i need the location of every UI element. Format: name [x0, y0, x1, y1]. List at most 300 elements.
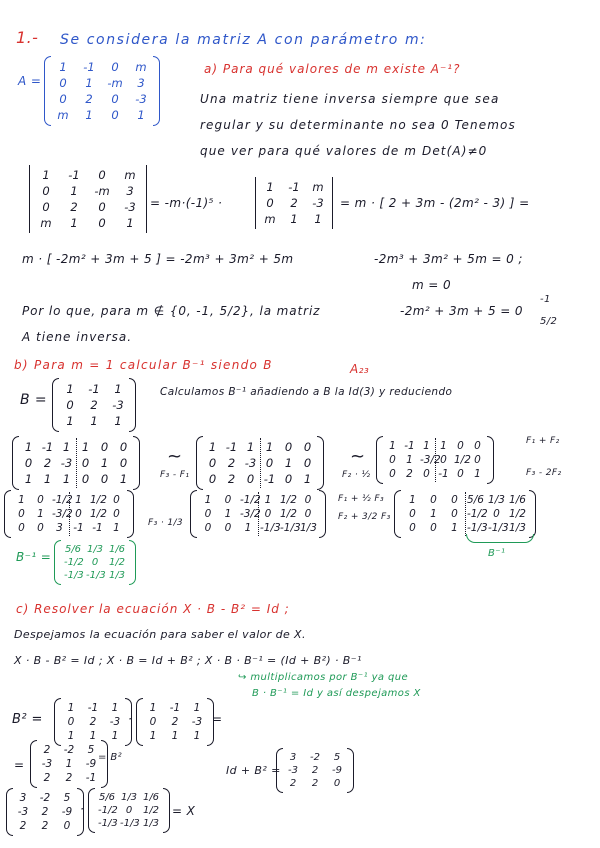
matrix-cell: 1: [111, 730, 119, 742]
matrix-cell: 1: [171, 730, 179, 742]
matrix-cell: m: [57, 108, 69, 122]
augmented-matrix-2: [206, 440, 314, 486]
matrix-cell: 1: [290, 212, 298, 226]
matrix-cell: 0: [24, 456, 33, 470]
matrix-cell: 0: [409, 522, 416, 534]
matrix-cell: 3: [126, 184, 134, 198]
bracket-left: [376, 436, 383, 484]
matrix-cell: 0: [284, 472, 293, 486]
matrix-cell: -1: [85, 772, 97, 784]
matrix-cell: -2: [310, 752, 320, 763]
matrix-cell: -2: [63, 744, 75, 756]
bracket-left: [394, 490, 401, 538]
matrix-cell: m: [135, 60, 147, 74]
matrix-cell: 0: [63, 820, 71, 832]
matrix-cell: -3: [60, 456, 73, 470]
matrix-cell: 1/6: [509, 494, 526, 506]
matrix-cell: 1/2: [142, 805, 160, 816]
matrix-cell: -3: [124, 200, 136, 214]
part-a-conclusion: Por lo que, para m ∉ {0, -1, 5/2}, la matriz: [22, 304, 321, 318]
matrix-cell: 1: [85, 108, 93, 122]
bracket-right: [529, 490, 536, 538]
matrix-cell: 2: [290, 196, 298, 210]
augmented-matrix-4: [14, 494, 124, 534]
matrix-cell: -3: [191, 716, 203, 728]
matrix-cell: 1: [67, 730, 75, 742]
matrix-cell: -3/2: [240, 508, 261, 520]
matrix-cell: 1: [264, 494, 272, 506]
matrix-cell: 0: [451, 494, 458, 506]
bracket-right: [317, 436, 324, 490]
matrix-cell: 1/3: [488, 494, 505, 506]
matrix-cell: -1: [225, 440, 238, 454]
row-op-5a: F₁ + ½ F₃: [338, 494, 385, 504]
matrix-cell: 1: [24, 440, 33, 454]
matrix-cell: 0: [474, 454, 481, 466]
matrix-cell: 1: [43, 472, 52, 486]
final-dot: ·: [80, 802, 85, 816]
matrix-cell: 1: [119, 472, 128, 486]
bracket-left: [136, 698, 143, 746]
matrix-cell: 1: [62, 472, 71, 486]
matrix-cell: 1/2: [509, 508, 526, 520]
part-c-heading: c) Resolver la ecuación X · B - B² = Id ;: [16, 602, 290, 616]
matrix-cell: 2: [89, 716, 97, 728]
matrix-a: [54, 60, 150, 122]
matrix-cell: 0: [67, 716, 75, 728]
matrix-cell: 0: [389, 454, 396, 466]
matrix-cell: -1/2: [467, 508, 488, 520]
root-five-halves: 5/2: [540, 316, 558, 327]
matrix-cell: 0: [98, 200, 106, 214]
bracket-left: [88, 788, 95, 833]
matrix-cell: 1: [224, 508, 232, 520]
row-op-2: F₂ · ½: [342, 470, 371, 480]
matrix-cell: 0: [59, 76, 67, 90]
b-squared-matrix: [40, 744, 98, 784]
matrix-cell: 1: [284, 456, 293, 470]
matrix-cell: 0: [149, 716, 157, 728]
part-a-line3: que ver para qué valores de m Det(A)≠0: [200, 144, 488, 158]
determinant-a: [36, 168, 140, 230]
bracket-right: [127, 490, 134, 538]
matrix-cell: 0: [66, 398, 74, 412]
b-factor-1: [64, 702, 122, 742]
matrix-cell: 2: [406, 468, 413, 480]
matrix-cell: -1/2: [64, 557, 84, 568]
matrix-cell: 0: [430, 522, 437, 534]
det-step1: = -m·(-1)⁵ ·: [150, 196, 223, 210]
matrix-cell: 1: [244, 522, 252, 534]
matrix-cell: 1: [89, 730, 97, 742]
part-a-line1: Una matriz tiene inversa siempre que sea: [200, 92, 500, 106]
matrix-cell: 1: [440, 440, 447, 452]
part-a-conclusion-2: A tiene inversa.: [22, 330, 133, 344]
matrix-cell: 3: [56, 522, 63, 534]
matrix-cell: 1/3: [300, 522, 317, 534]
matrix-cell: -m: [94, 184, 110, 198]
matrix-cell: 5: [87, 744, 95, 756]
matrix-cell: 0: [266, 196, 274, 210]
minor-determinant: [262, 180, 326, 226]
matrix-cell: 1: [70, 216, 78, 230]
matrix-cell: -2: [39, 792, 51, 804]
matrix-cell: -1/2: [240, 494, 261, 506]
matrix-cell: 2: [311, 778, 319, 789]
bracket-left: [30, 740, 37, 788]
matrix-cell: m: [124, 168, 136, 182]
matrix-cell: -1: [68, 168, 80, 182]
bracket-left: [6, 788, 13, 836]
matrix-cell: 0: [304, 494, 312, 506]
matrix-cell: -1: [263, 472, 276, 486]
matrix-cell: -3: [312, 196, 324, 210]
matrix-cell: 0: [111, 108, 119, 122]
matrix-cell: -m: [107, 76, 123, 90]
det-step3: m · [ -2m² + 3m + 5 ] = -2m³ + 3m² + 5m: [22, 252, 294, 266]
augment-divider: [260, 438, 261, 488]
binv-brace-label: B⁻¹: [488, 548, 506, 559]
matrix-cell: -1: [169, 702, 181, 714]
bracket-right: [153, 56, 160, 126]
matrix-cell: 0: [430, 494, 437, 506]
matrix-cell: 1: [389, 440, 396, 452]
matrix-cell: -1/2: [52, 494, 73, 506]
matrix-cell: -1/2: [98, 805, 118, 816]
bracket-right: [129, 378, 136, 432]
matrix-cell: 2: [41, 806, 49, 818]
matrix-cell: -3: [17, 806, 29, 818]
matrix-cell: -3/2: [52, 508, 73, 520]
matrix-cell: 0: [423, 468, 430, 480]
matrix-cell: 5/6: [64, 544, 82, 555]
matrix-cell: 1/2: [108, 557, 126, 568]
matrix-cell: 0: [98, 216, 106, 230]
matrix-cell: 1/3: [509, 522, 526, 534]
matrix-cell: 1/2: [90, 508, 107, 520]
matrix-cell: 1: [474, 468, 481, 480]
matrix-cell: 1: [18, 494, 25, 506]
matrix-cell: 1: [451, 522, 458, 534]
part-c-line2: X · B - B² = Id ; X · B = Id + B² ; X · B · B⁻¹ = (Id + B²) · B⁻¹: [14, 654, 362, 667]
matrix-cell: 0: [204, 522, 212, 534]
matrix-cell: -1/3: [260, 522, 281, 534]
matrix-cell: -1: [438, 468, 449, 480]
matrix-cell: 5: [333, 752, 341, 763]
matrix-cell: 0: [119, 440, 128, 454]
matrix-cell: -1: [41, 440, 54, 454]
augment-divider: [435, 438, 436, 482]
matrix-cell: 5/6: [98, 792, 116, 803]
matrix-cell: 0: [37, 522, 44, 534]
matrix-cell: 1: [137, 108, 145, 122]
matrix-cell: m: [40, 216, 52, 230]
matrix-cell: -3: [244, 456, 257, 470]
bracket-left: [276, 748, 283, 793]
matrix-cell: 0: [440, 454, 447, 466]
b-factor-2: [146, 702, 204, 742]
problem-number: 1.-: [16, 28, 39, 47]
bracket-right: [129, 540, 136, 585]
matrix-cell: 2: [311, 765, 319, 776]
matrix-cell: 5/6: [467, 494, 484, 506]
matrix-cell: 1: [114, 382, 122, 396]
matrix-cell: 0: [304, 508, 312, 520]
matrix-cell: 1: [409, 494, 416, 506]
matrix-cell: 0: [81, 472, 90, 486]
augmented-matrix-1: [22, 440, 130, 486]
matrix-cell: 1: [406, 454, 413, 466]
matrix-cell: 1: [208, 440, 217, 454]
augment-divider: [76, 438, 77, 488]
matrix-cell: 1/2: [454, 454, 471, 466]
augment-divider: [465, 492, 466, 536]
part-c-note1: ↪ multiplicamos por B⁻¹ ya que: [238, 672, 409, 683]
bracket-right: [101, 740, 108, 788]
matrix-cell: m: [312, 180, 324, 194]
matrix-cell: 1/2: [280, 508, 297, 520]
matrix-cell: -1/3: [120, 818, 140, 829]
matrix-cell: 0: [284, 440, 293, 454]
matrix-cell: 1: [303, 472, 312, 486]
matrix-cell: 2: [43, 744, 51, 756]
matrix-cell: 2: [90, 398, 98, 412]
id-plus-b2-label: Id + B² =: [226, 764, 281, 777]
matrix-cell: -3: [112, 398, 124, 412]
matrix-cell: 0: [224, 494, 232, 506]
matrix-cell: 0: [59, 92, 67, 106]
matrix-cell: 1: [114, 414, 122, 428]
matrix-cell: -9: [85, 758, 97, 770]
matrix-cell: 2: [85, 92, 93, 106]
matrix-cell: -1/3: [280, 522, 301, 534]
matrix-cell: -1: [404, 440, 415, 452]
matrix-cell: -3/2: [420, 454, 441, 466]
bracket-left: [54, 540, 61, 585]
matrix-cell: 2: [43, 772, 51, 784]
matrix-cell: 1: [100, 456, 109, 470]
matrix-cell: -1: [87, 702, 99, 714]
matrix-cell: 1/6: [142, 792, 160, 803]
matrix-cell: -1/3: [467, 522, 488, 534]
matrix-cell: 0: [208, 472, 217, 486]
matrix-cell: -1: [92, 522, 103, 534]
matrix-cell: 0: [493, 508, 500, 520]
b-squared-equals: =: [212, 712, 223, 726]
matrix-cell: 1: [24, 472, 33, 486]
matrix-cell: 1/6: [108, 544, 126, 555]
matrix-cell: -1: [73, 522, 84, 534]
part-a-heading: a) Para qué valores de m existe A⁻¹?: [204, 62, 461, 76]
matrix-cell: 1: [193, 702, 201, 714]
matrix-cell: 0: [333, 778, 341, 789]
matrix-cell: 3: [137, 76, 145, 90]
matrix-cell: 1/2: [90, 494, 107, 506]
matrix-cell: 2: [227, 456, 236, 470]
matrix-cell: 1/3: [86, 544, 104, 555]
matrix-cell: 1/3: [108, 570, 126, 581]
matrix-cell: 1: [75, 494, 82, 506]
matrix-cell: 0: [125, 805, 133, 816]
bracket-left: [190, 490, 197, 538]
matrix-cell: 0: [18, 522, 25, 534]
matrix-cell: -1: [88, 382, 100, 396]
matrix-cell: 0: [42, 200, 50, 214]
matrix-cell: 2: [171, 716, 179, 728]
matrix-cell: 1: [430, 508, 437, 520]
matrix-cell: 2: [19, 820, 27, 832]
matrix-cell: 1: [85, 76, 93, 90]
matrix-cell: 0: [100, 440, 109, 454]
matrix-cell: 1: [66, 414, 74, 428]
matrix-cell: 1: [314, 212, 322, 226]
matrix-cell: -3: [288, 765, 298, 776]
bracket-right: [319, 490, 326, 538]
matrix-cell: 2: [41, 820, 49, 832]
matrix-cell: 1: [126, 216, 134, 230]
determinant-bar-left: [255, 177, 256, 229]
tilde-1: ~: [167, 446, 183, 467]
det-root-zero: m = 0: [412, 278, 452, 292]
bracket-left: [52, 378, 59, 432]
problem-statement: Se considera la matriz A con parámetro m:: [60, 32, 427, 48]
matrix-cell: 1: [37, 508, 44, 520]
matrix-cell: 0: [457, 440, 464, 452]
matrix-b-inverse: [64, 544, 126, 581]
matrix-cell: 0: [81, 456, 90, 470]
b-squared-suffix: = B²: [98, 752, 123, 763]
matrix-cell: 1: [81, 440, 90, 454]
matrix-cell: 2: [70, 200, 78, 214]
matrix-cell: 0: [113, 508, 120, 520]
quadratic-equation: -2m² + 3m + 5 = 0: [400, 304, 523, 318]
id-plus-b2-matrix: [286, 752, 344, 789]
matrix-cell: 0: [208, 456, 217, 470]
matrix-cell: 1: [66, 382, 74, 396]
matrix-cell: 1: [65, 758, 73, 770]
determinant-bar-right: [146, 165, 147, 233]
bracket-right: [163, 788, 170, 833]
matrix-cell: 1: [62, 440, 71, 454]
matrix-cell: 1/3: [142, 818, 160, 829]
bracket-right: [133, 436, 140, 490]
tilde-2: ~: [350, 446, 366, 467]
matrix-cell: 0: [389, 468, 396, 480]
matrix-cell: 0: [18, 508, 25, 520]
determinant-bar-right: [332, 177, 333, 229]
matrix-cell: -1/3: [488, 522, 509, 534]
matrix-cell: 2: [289, 778, 297, 789]
determinant-bar-left: [29, 165, 30, 233]
matrix-cell: 1: [111, 702, 119, 714]
matrix-cell: 2: [65, 772, 73, 784]
matrix-cell: 1: [193, 730, 201, 742]
matrix-cell: 2: [227, 472, 236, 486]
matrix-cell: 0: [224, 522, 232, 534]
bracket-right: [487, 436, 494, 484]
matrix-cell: -9: [61, 806, 73, 818]
row-op-1: F₃ - F₁: [160, 470, 190, 480]
part-c-note2: B · B⁻¹ = Id y así despejamos X: [252, 688, 421, 699]
matrix-cell: 0: [303, 440, 312, 454]
matrix-cell: 0: [474, 440, 481, 452]
matrix-cell: 0: [264, 508, 272, 520]
row-op-3a: F₁ + F₂: [526, 436, 560, 446]
matrix-cell: 1: [113, 522, 120, 534]
matrix-cell: 5: [63, 792, 71, 804]
bracket-left: [12, 436, 19, 490]
det-equation: -2m³ + 3m² + 5m = 0 ;: [374, 252, 523, 266]
matrix-cell: 0: [91, 557, 99, 568]
matrix-cell: 3: [289, 752, 297, 763]
matrix-cell: 0: [246, 472, 255, 486]
matrix-cell: 0: [204, 508, 212, 520]
matrix-cell: -3: [109, 716, 121, 728]
matrix-cell: -1: [83, 60, 95, 74]
matrix-cell: 1: [90, 414, 98, 428]
part-b-method: Calculamos B⁻¹ añadiendo a B la Id(3) y reduciendo: [160, 386, 453, 398]
b-squared-label: B² =: [12, 712, 43, 727]
matrix-cell: m: [264, 212, 276, 226]
matrix-cell: 1: [59, 60, 67, 74]
matrix-cell: 0: [111, 92, 119, 106]
matrix-cell: 1: [246, 440, 255, 454]
matrix-cell: -1/3: [86, 570, 106, 581]
part-b-heading-sub: A₂₃: [350, 362, 370, 376]
bracket-left: [44, 56, 51, 126]
matrix-cell: 0: [457, 468, 464, 480]
row-op-3b: F₃ - 2F₂: [526, 468, 562, 478]
matrix-cell: 1: [149, 702, 157, 714]
matrix-cell: 0: [303, 456, 312, 470]
matrix-cell: 0: [409, 508, 416, 520]
bracket-left: [4, 490, 11, 538]
matrix-cell: -1/3: [64, 570, 84, 581]
matrix-a-label: A =: [18, 74, 42, 88]
matrix-cell: -1/3: [98, 818, 118, 829]
matrix-cell: 1: [149, 730, 157, 742]
matrix-cell: -3: [41, 758, 53, 770]
augmented-matrix-5: [200, 494, 316, 534]
bracket-right: [347, 748, 354, 793]
binv-label: B⁻¹ =: [16, 550, 52, 564]
final-right-matrix: [98, 792, 160, 829]
matrix-cell: 1: [204, 494, 212, 506]
matrix-cell: 2: [43, 456, 52, 470]
bracket-left: [54, 698, 61, 746]
matrix-cell: 1: [266, 180, 274, 194]
augmented-matrix-3: [386, 440, 484, 480]
row-op-4: F₃ · 1/3: [148, 518, 184, 528]
part-b-heading: b) Para m = 1 calcular B⁻¹ siendo B: [14, 358, 273, 372]
final-left-matrix: [16, 792, 74, 832]
matrix-cell: 1: [70, 184, 78, 198]
matrix-cell: 0: [111, 60, 119, 74]
matrix-cell: 1: [423, 440, 430, 452]
final-equals-x: = X: [172, 804, 196, 818]
bracket-left: [196, 436, 203, 490]
matrix-cell: 1: [42, 168, 50, 182]
part-a-line2: regular y su determinante no sea 0 Tenemos: [200, 118, 516, 132]
row-op-5b: F₂ + 3/2 F₃: [338, 512, 391, 522]
augment-divider: [258, 492, 259, 536]
matrix-b: [62, 382, 126, 428]
matrix-cell: -3: [135, 92, 147, 106]
binv-brace: [466, 534, 534, 543]
matrix-cell: 0: [100, 472, 109, 486]
matrix-cell: -9: [332, 765, 342, 776]
part-c-line1: Despejamos la ecuación para saber el valor de X.: [14, 628, 306, 641]
